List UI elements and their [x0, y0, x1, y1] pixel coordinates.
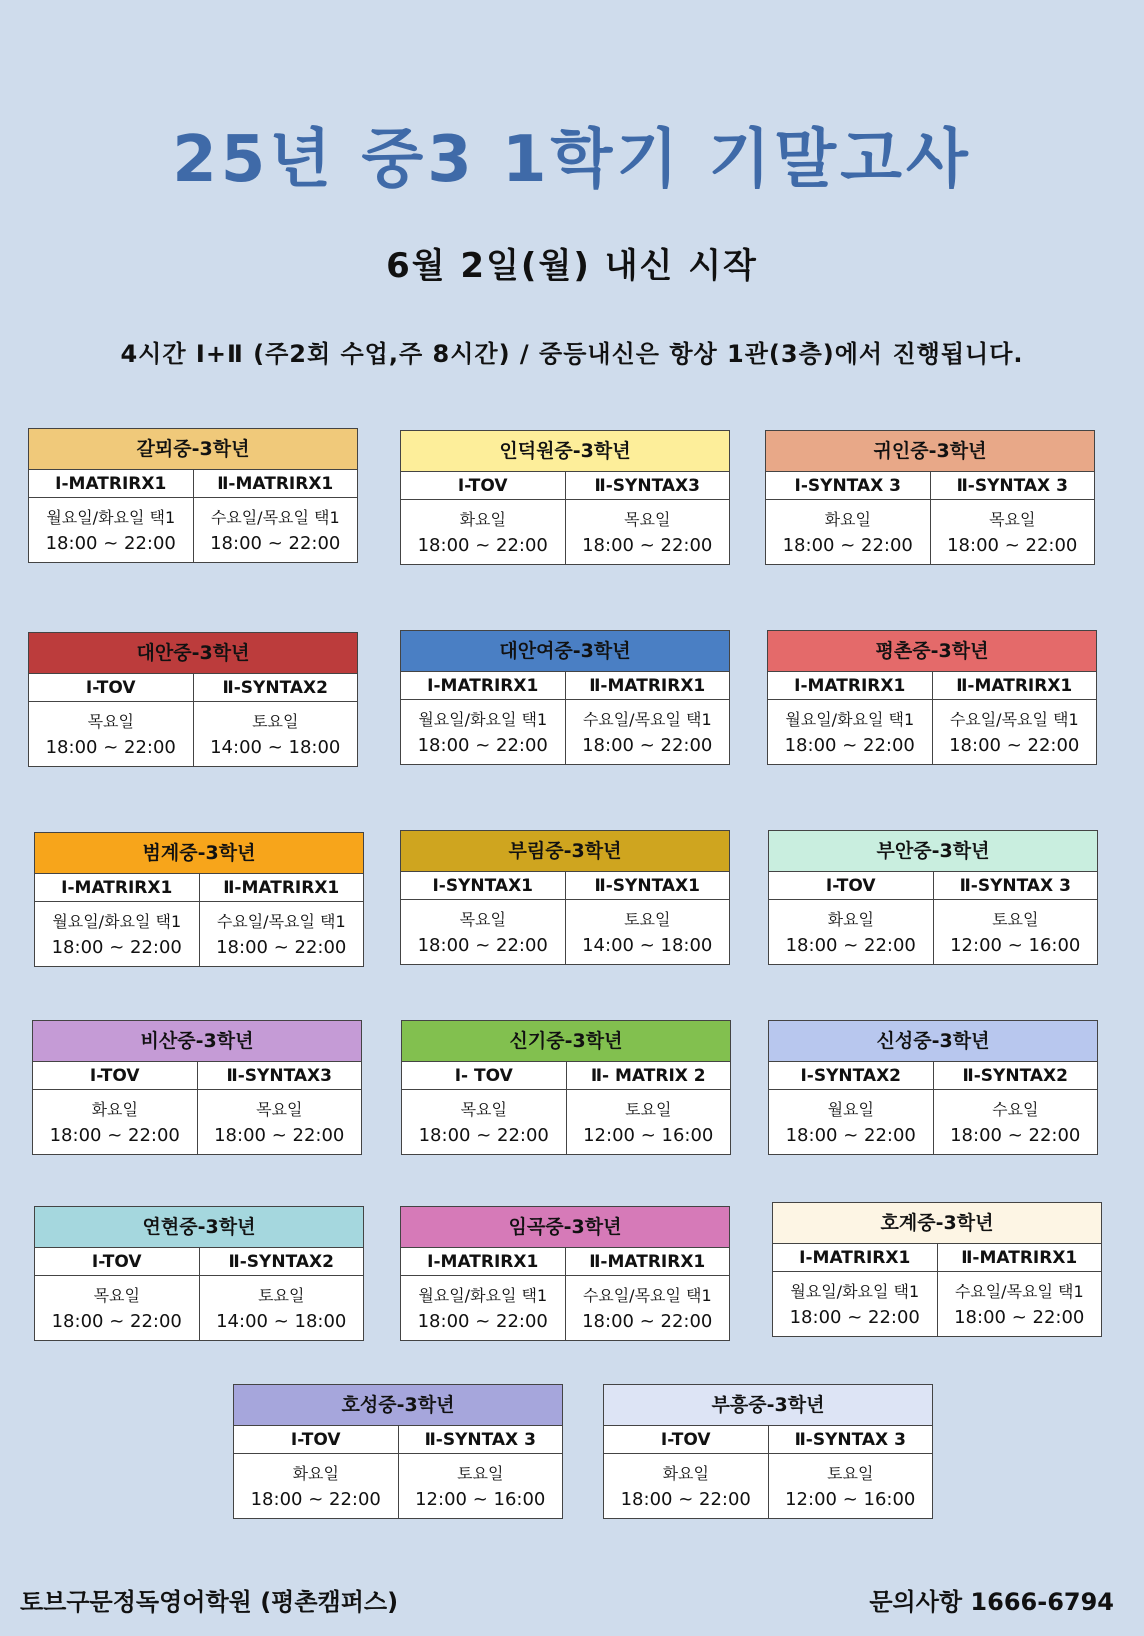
level-1: Ⅰ-MATRIRX1	[401, 672, 565, 700]
time-1: 18:00 ~ 22:00	[417, 935, 548, 956]
level-2: Ⅱ- MATRIX 2	[566, 1062, 731, 1090]
school-name: 비산중-3학년	[33, 1021, 361, 1062]
day-1: 월요일/화요일 택1	[785, 710, 915, 729]
school-name: 신기중-3학년	[402, 1021, 730, 1062]
time-1: 18:00 ~ 22:00	[417, 1311, 548, 1332]
day-1: 목요일	[87, 712, 134, 731]
level-2: Ⅱ-SYNTAX2	[199, 1248, 364, 1276]
level-1: Ⅰ-TOV	[29, 674, 193, 702]
school-name: 연현중-3학년	[35, 1207, 363, 1248]
day-1: 월요일/화요일 택1	[46, 508, 176, 527]
time-2: 18:00 ~ 22:00	[949, 735, 1080, 756]
page-subtitle: 6월 2일(월) 내신 시작	[386, 246, 758, 286]
school-name: 신성중-3학년	[769, 1021, 1097, 1062]
level-1: Ⅰ-MATRIRX1	[401, 1248, 565, 1276]
level-1: Ⅰ-TOV	[35, 1248, 199, 1276]
level-1: Ⅰ-SYNTAX 3	[766, 472, 930, 500]
time-2: 14:00 ~ 18:00	[216, 1311, 347, 1332]
school-card	[772, 1202, 1102, 1337]
day-2: 목요일	[256, 1100, 303, 1119]
school-card	[768, 1020, 1098, 1155]
level-1: Ⅰ-MATRIRX1	[35, 874, 199, 902]
schedule-note: 4시간 Ⅰ+Ⅱ (주2회 수업,주 8시간) / 중등내신은 항상 1관(3층)에서 진행됩니다.	[120, 340, 1024, 368]
school-name: 갈뫼중-3학년	[29, 429, 357, 470]
school-card	[400, 1206, 730, 1341]
day-2: 수요일/목요일 택1	[954, 1282, 1084, 1301]
time-1: 18:00 ~ 22:00	[417, 735, 548, 756]
day-2: 수요일/목요일 택1	[582, 710, 712, 729]
day-1: 화요일	[292, 1464, 339, 1483]
time-2: 12:00 ~ 16:00	[415, 1489, 546, 1510]
day-1: 월요일/화요일 택1	[418, 1286, 548, 1305]
level-1: Ⅰ-SYNTAX2	[769, 1062, 933, 1090]
time-1: 18:00 ~ 22:00	[782, 535, 913, 556]
school-card	[603, 1384, 933, 1519]
time-2: 18:00 ~ 22:00	[582, 1311, 713, 1332]
level-2: Ⅱ-SYNTAX1	[565, 872, 730, 900]
time-2: 12:00 ~ 16:00	[785, 1489, 916, 1510]
time-2: 18:00 ~ 22:00	[954, 1307, 1085, 1328]
day-1: 월요일	[827, 1100, 874, 1119]
school-card	[233, 1384, 563, 1519]
time-1: 18:00 ~ 22:00	[417, 535, 548, 556]
day-2: 토요일	[624, 910, 671, 929]
level-1: Ⅰ-TOV	[401, 472, 565, 500]
school-card	[34, 832, 364, 967]
level-2: Ⅱ-SYNTAX 3	[398, 1426, 563, 1454]
time-2: 18:00 ~ 22:00	[210, 533, 341, 554]
day-1: 화요일	[662, 1464, 709, 1483]
time-1: 18:00 ~ 22:00	[45, 737, 176, 758]
day-2: 토요일	[625, 1100, 672, 1119]
time-1: 18:00 ~ 22:00	[51, 937, 182, 958]
day-1: 목요일	[460, 1100, 507, 1119]
school-card	[32, 1020, 362, 1155]
time-2: 12:00 ~ 16:00	[583, 1125, 714, 1146]
page-title: 25년 중3 1학기 기말고사	[172, 123, 972, 197]
level-2: Ⅱ-SYNTAX3	[565, 472, 730, 500]
school-name: 인덕원중-3학년	[401, 431, 729, 472]
time-1: 18:00 ~ 22:00	[784, 735, 915, 756]
level-2: Ⅱ-MATRIRX1	[565, 1248, 730, 1276]
day-2: 토요일	[252, 712, 299, 731]
level-2: Ⅱ-SYNTAX3	[197, 1062, 362, 1090]
level-1: Ⅰ-MATRIRX1	[29, 470, 193, 498]
day-2: 수요일/목요일 택1	[216, 912, 346, 931]
day-1: 화요일	[824, 510, 871, 529]
level-2: Ⅱ-SYNTAX2	[933, 1062, 1098, 1090]
day-2: 수요일/목요일 택1	[949, 710, 1079, 729]
time-2: 18:00 ~ 22:00	[947, 535, 1078, 556]
school-card	[401, 1020, 731, 1155]
level-2: Ⅱ-MATRIRX1	[937, 1244, 1102, 1272]
day-2: 토요일	[992, 910, 1039, 929]
level-1: Ⅰ-TOV	[234, 1426, 398, 1454]
school-card	[28, 428, 358, 563]
day-1: 화요일	[91, 1100, 138, 1119]
school-card	[765, 430, 1095, 565]
day-1: 월요일/화요일 택1	[52, 912, 182, 931]
school-name: 호계중-3학년	[773, 1203, 1101, 1244]
time-2: 18:00 ~ 22:00	[582, 535, 713, 556]
day-2: 토요일	[827, 1464, 874, 1483]
time-2: 18:00 ~ 22:00	[582, 735, 713, 756]
school-name: 호성중-3학년	[234, 1385, 562, 1426]
school-name: 평촌중-3학년	[768, 631, 1096, 672]
day-2: 수요일/목요일 택1	[582, 1286, 712, 1305]
level-1: Ⅰ-MATRIRX1	[768, 672, 932, 700]
day-1: 목요일	[459, 910, 506, 929]
school-name: 범계중-3학년	[35, 833, 363, 874]
school-card	[400, 630, 730, 765]
level-2: Ⅱ-MATRIRX1	[565, 672, 730, 700]
time-1: 18:00 ~ 22:00	[45, 533, 176, 554]
school-name: 대안여중-3학년	[401, 631, 729, 672]
school-name: 부흥중-3학년	[604, 1385, 932, 1426]
time-2: 18:00 ~ 22:00	[216, 937, 347, 958]
level-2: Ⅱ-MATRIRX1	[199, 874, 364, 902]
day-1: 목요일	[93, 1286, 140, 1305]
level-2: Ⅱ-MATRIRX1	[193, 470, 358, 498]
school-name: 귀인중-3학년	[766, 431, 1094, 472]
day-2: 수요일	[992, 1100, 1039, 1119]
day-1: 월요일/화요일 택1	[418, 710, 548, 729]
time-2: 12:00 ~ 16:00	[950, 935, 1081, 956]
level-1: Ⅰ-TOV	[604, 1426, 768, 1454]
time-1: 18:00 ~ 22:00	[250, 1489, 381, 1510]
time-1: 18:00 ~ 22:00	[785, 1125, 916, 1146]
level-1: Ⅰ-MATRIRX1	[773, 1244, 937, 1272]
school-card	[768, 830, 1098, 965]
school-card	[28, 632, 358, 767]
time-2: 18:00 ~ 22:00	[950, 1125, 1081, 1146]
day-2: 토요일	[258, 1286, 305, 1305]
school-name: 대안중-3학년	[29, 633, 357, 674]
time-1: 18:00 ~ 22:00	[51, 1311, 182, 1332]
academy-name: 토브구문정독영어학원 (평촌캠퍼스)	[20, 1582, 398, 1617]
school-name: 임곡중-3학년	[401, 1207, 729, 1248]
school-card	[34, 1206, 364, 1341]
level-2: Ⅱ-SYNTAX 3	[930, 472, 1095, 500]
school-card	[400, 830, 730, 965]
day-2: 목요일	[624, 510, 671, 529]
school-card	[767, 630, 1097, 765]
time-2: 18:00 ~ 22:00	[214, 1125, 345, 1146]
day-1: 월요일/화요일 택1	[790, 1282, 920, 1301]
level-1: Ⅰ-TOV	[33, 1062, 197, 1090]
school-name: 부림중-3학년	[401, 831, 729, 872]
level-1: Ⅰ- TOV	[402, 1062, 566, 1090]
contact-info: 문의사항 1666-6794	[869, 1582, 1114, 1617]
time-1: 18:00 ~ 22:00	[785, 935, 916, 956]
time-1: 18:00 ~ 22:00	[789, 1307, 920, 1328]
day-2: 목요일	[989, 510, 1036, 529]
level-2: Ⅱ-SYNTAX 3	[768, 1426, 933, 1454]
school-card	[400, 430, 730, 565]
level-1: Ⅰ-SYNTAX1	[401, 872, 565, 900]
day-1: 화요일	[459, 510, 506, 529]
school-name: 부안중-3학년	[769, 831, 1097, 872]
level-2: Ⅱ-SYNTAX2	[193, 674, 358, 702]
level-2: Ⅱ-MATRIRX1	[932, 672, 1097, 700]
time-2: 14:00 ~ 18:00	[582, 935, 713, 956]
time-2: 14:00 ~ 18:00	[210, 737, 341, 758]
time-1: 18:00 ~ 22:00	[620, 1489, 751, 1510]
time-1: 18:00 ~ 22:00	[49, 1125, 180, 1146]
day-2: 수요일/목요일 택1	[210, 508, 340, 527]
level-1: Ⅰ-TOV	[769, 872, 933, 900]
day-1: 화요일	[827, 910, 874, 929]
time-1: 18:00 ~ 22:00	[418, 1125, 549, 1146]
level-2: Ⅱ-SYNTAX 3	[933, 872, 1098, 900]
day-2: 토요일	[457, 1464, 504, 1483]
